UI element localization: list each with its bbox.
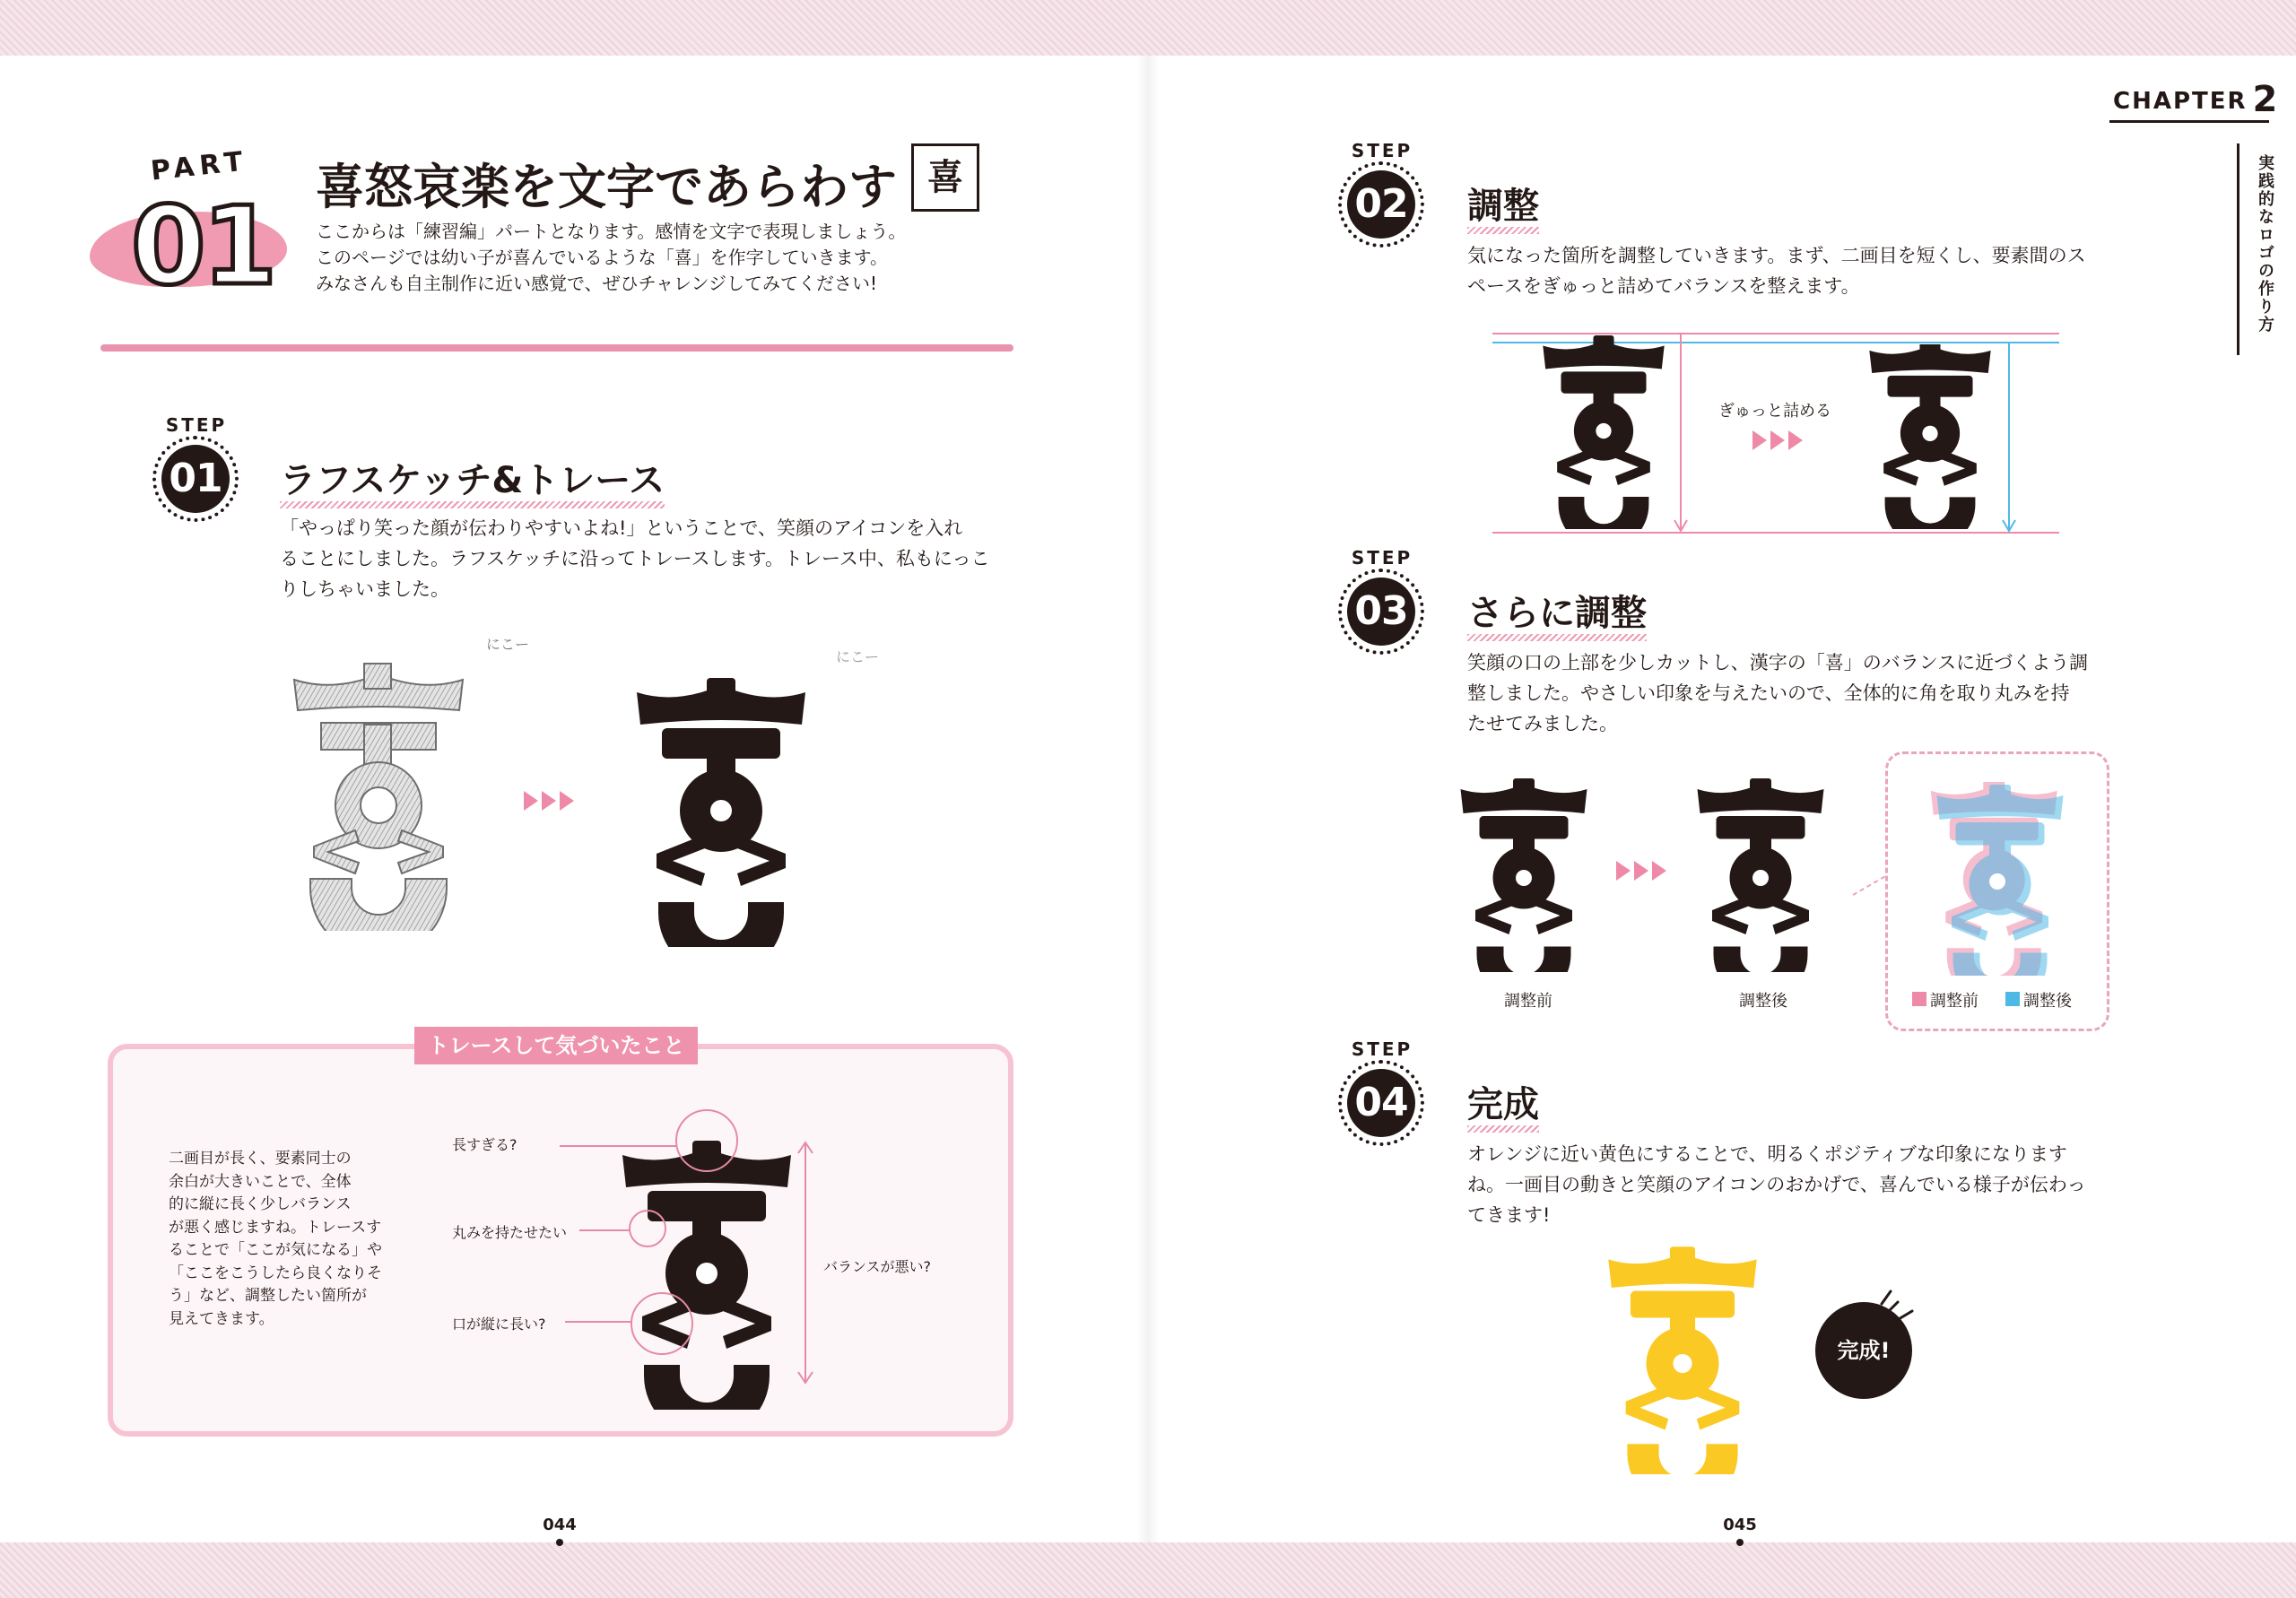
overlay-logo xyxy=(1930,782,2065,976)
part-number: 01 xyxy=(131,185,274,309)
compare-pointer xyxy=(1851,872,1891,899)
step-label: STEP xyxy=(165,414,228,436)
part-word: PART xyxy=(149,145,250,187)
page-number-right: 045 xyxy=(1723,1515,1757,1534)
trace-notes-text: 二画目が長く、要素同士の 余白が大きいことで、全体 的に縦に長く少しバランス が悪く感じますね。トレースす ることで「ここが気になる」や 「ここをこうしたら良くなりそ う」など、調整したい箇所が 見えてきます。 xyxy=(169,1150,382,1328)
step-03-after-logo xyxy=(1693,778,1828,972)
step-02-arrow-label: ぎゅっと詰める xyxy=(1718,402,1831,421)
step-04-body: オレンジに近い黄色にすることで、明るくポジティブな印象になります ね。一画目の動きと笑顔のアイコンのおかげで、喜んでいる様子が伝わっ てきます! xyxy=(1467,1143,2086,1226)
annotation-too-long: 長すぎる? xyxy=(452,1136,517,1153)
caption-after: 調整後 xyxy=(1739,992,1787,1011)
step-03-badge xyxy=(1333,547,1431,655)
annotation-balance: バランスが悪い? xyxy=(823,1258,932,1275)
step-04-badge xyxy=(1333,1038,1431,1146)
annotation-mouth: 口が縦に長い? xyxy=(452,1316,546,1333)
legend-swatch-after xyxy=(2005,992,2020,1006)
sketch-note: にこー xyxy=(486,636,530,653)
sketch-note: にこー xyxy=(836,648,880,665)
step-02-title: 調整 xyxy=(1467,178,1539,234)
final-logo xyxy=(1604,1246,1761,1474)
step-label: STEP xyxy=(1351,140,1413,161)
step-03-before-logo xyxy=(1457,778,1591,972)
boxed-character: 喜 xyxy=(911,143,979,212)
step-02-body: 気になった箇所を調整していきます。まず、二画目を短くし、要素間のス ペースをぎゅっと詰めてバランスを整えます。 xyxy=(1467,245,2086,297)
legend-before: 調整前 xyxy=(1930,992,1979,1011)
part-divider xyxy=(100,344,1013,352)
done-badge: 完成! xyxy=(1815,1302,1912,1399)
trace-notes-tab: トレースして気づいたこと xyxy=(414,1027,698,1064)
part-intro: ここからは「練習編」パートとなります。感情を文字で表現しましょう。 このページでは幼い子が喜んでいるような「喜」を作字していきます。 みなさんも自主制作に近い感覚で、ぜひチャレンジしてみてください! xyxy=(316,221,907,294)
step-02-after-logo xyxy=(1866,344,1995,529)
chapter-word: CHAPTER xyxy=(2113,88,2248,115)
part-title: 喜怒哀楽を文字であらわす xyxy=(316,159,897,215)
caption-before: 調整前 xyxy=(1504,992,1552,1011)
step-04-title: 完成 xyxy=(1467,1076,1539,1133)
chapter-rule xyxy=(2109,120,2269,123)
legend-swatch-before xyxy=(1912,992,1926,1006)
step-03-body: 笑顔の口の上部を少しカットし、漢字の「喜」のバランスに近づくよう調 整しました。やさしい印象を与えたいので、全体的に角を取り丸みを持 たせてみました。 xyxy=(1467,652,2089,734)
page-number-left: 044 xyxy=(543,1515,577,1534)
side-title: 実践的なロゴの作り方 xyxy=(2256,154,2274,334)
bottom-pattern-band xyxy=(0,1542,2296,1598)
legend-after: 調整後 xyxy=(2023,992,2072,1011)
folio-dot xyxy=(1736,1539,1744,1546)
annotation-round: 丸みを持たせたい xyxy=(452,1224,568,1241)
step-label: STEP xyxy=(1351,547,1413,569)
step-01-arrows xyxy=(524,791,574,811)
top-pattern-band xyxy=(0,0,2296,56)
step-01-badge xyxy=(147,414,246,522)
step-01-title: ラフスケッチ&トレース xyxy=(280,452,665,508)
step-number: 03 xyxy=(1347,578,1415,646)
step-number: 02 xyxy=(1347,170,1415,239)
side-rule xyxy=(2237,143,2239,355)
folio-dot xyxy=(556,1539,563,1546)
step-number: 01 xyxy=(161,445,230,513)
step-03-arrows xyxy=(1616,861,1666,881)
step-02-badge xyxy=(1333,140,1431,248)
step-number: 04 xyxy=(1347,1069,1415,1137)
traced-logo xyxy=(631,678,811,947)
chapter-number: 2 xyxy=(2252,79,2280,120)
step-01-body: 「やっぱり笑った顔が伝わりやすいよね!」ということで、笑顔のアイコンを入れ ることにしました。ラフスケッチに沿ってトレースします。トレース中、私もにっこ りしちゃいました。 xyxy=(280,517,990,600)
step-03-title: さらに調整 xyxy=(1467,585,1647,641)
step-02-before-logo xyxy=(1539,335,1668,529)
step-02-arrows xyxy=(1752,430,1803,450)
chapter-label xyxy=(2113,79,2279,120)
step-label: STEP xyxy=(1351,1038,1413,1060)
rough-sketch xyxy=(289,662,468,931)
page-gutter xyxy=(1137,56,1159,1542)
